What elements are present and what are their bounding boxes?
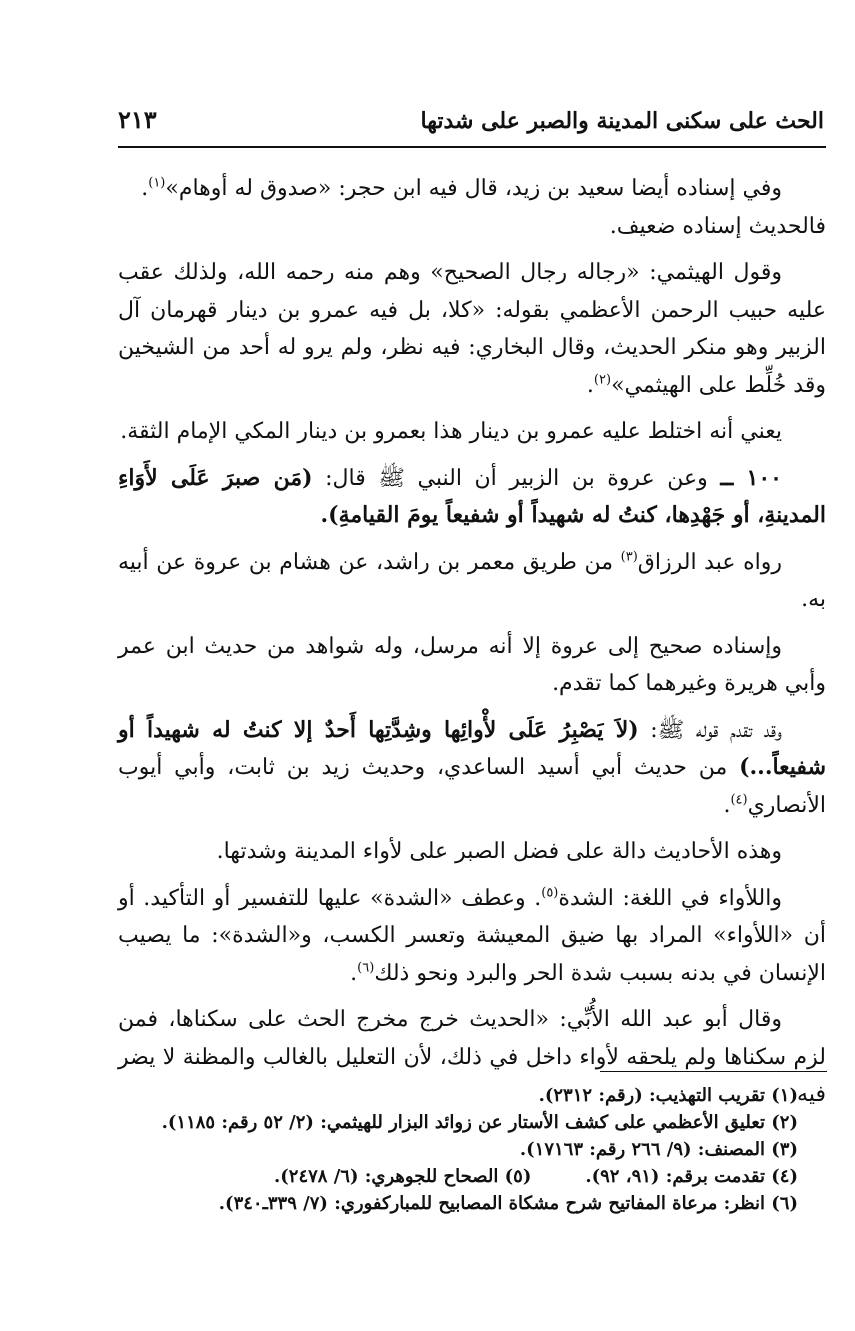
paragraph-9-end: . — [350, 960, 358, 986]
footnote-4: (٤) تقدمت برقم: (٩١، ٩٢). — [585, 1166, 798, 1187]
paragraph-1 — [118, 170, 826, 245]
hadith-paragraph — [118, 460, 826, 535]
paragraph-7-rest: من حديث أبي أسيد الساعدي، وحديث زيد بن ثابت، وأبي أيوب الأنصاري — [118, 755, 826, 818]
paragraph-1-end: . — [141, 176, 149, 201]
footnote-ref-1: (١) — [148, 175, 166, 191]
hadith-number: ١٠٠ ــ — [720, 464, 782, 491]
paragraph-1-line-1: وفي إسناده أيضا سعيد بن زيد، قال فيه ابن حجر: «صدوق له أوهام» — [165, 176, 782, 201]
paragraph-9 — [118, 880, 826, 993]
paragraph-2-text: وقول الهيثمي: «رجاله رجال الصحيح» وهم منه رحمه الله، ولذلك عقب عليه حبيب الرحمن الأعظمي بقوله: «كلا، بل فيه عمرو بن دينار قهرمان آل الزبير وهو منكر الحديث، وقال البخاري: فيه نظر، ولم يرو له أحد من الشيخين وقد خُلِّط على الهيثمي» — [118, 260, 826, 398]
footnote-3: (٣) المصنف: (٩/ ٢٦٦ رقم: ١٧١٦٣). — [519, 1139, 798, 1160]
footnote-ref-3: (٣) — [620, 549, 638, 565]
paragraph-7-quote: (لاَ يَصْبِرُ عَلَى لأْوائِها وشِدَّتِها أَحدٌ إلا كنتُ له شهيداً أو شفيعاً...) — [118, 716, 826, 780]
footnote-ref-2: (٢) — [593, 372, 612, 388]
hadith-intro: وعن عروة بن الزبير أن النبي ﷺ قال: — [325, 465, 708, 491]
paragraph-5-rest: من طريق معمر بن راشد، عن هشام بن عروة عن أبيه به. — [118, 549, 826, 612]
footnote-pair-4-5 — [110, 1163, 822, 1190]
main-text — [118, 170, 826, 1123]
footnote-ref-5: (٥) — [541, 885, 559, 901]
paragraph-2-end: . — [586, 372, 594, 398]
paragraph-5 — [118, 544, 826, 619]
footnote-2: (٢) تعليق الأعظمي على كشف الأستار عن زوائد البزار للهيثمي: (٢/ ٥٢ رقم: ١١٨٥). — [161, 1112, 798, 1133]
paragraph-8-text: وهذه الأحاديث دالة على فضل الصبر على لأواء المدينة وشدتها. — [216, 839, 782, 864]
paragraph-7-end: . — [723, 792, 731, 818]
paragraph-3 — [118, 413, 826, 451]
paragraph-10-text: وقال أبو عبد الله الأُبِّي: «الحديث خرج مخرج الحث على سكناها، فمن لزم سكناها ولم يلحقه لأواء داخل في ذلك، لأن التعليل بالغالب والمظنة لا يضر فيه — [118, 1007, 826, 1107]
footnote-ref-6: (٦) — [357, 960, 375, 976]
paragraph-1-line-2: فالحديث إسناده ضعيف. — [609, 213, 826, 239]
hadith-text: (مَن صبرَ عَلَى لأَوَاءِ المدينةِ، أو جَهْدِها، كنتُ له شهيداً أو شفيعاً يومَ القيامةِ). — [118, 464, 826, 528]
footnote-rule — [600, 1071, 827, 1072]
page-header — [118, 94, 824, 134]
paragraph-9-rest: . وعطف «الشدة» عليها للتفسير أو التأكيد. أو أن «اللأواء» المراد بها ضيق المعيشة وتعسر الكسب، و«الشدة»: ما يصيب الإنسان في بدنه بسبب شدة الحر والبرد ونحو ذلك — [118, 885, 826, 986]
paragraph-7 — [118, 712, 826, 825]
paragraph-6-text: وإسناده صحيح إلى عروة إلا أنه مرسل، وله شواهد من حديث ابن عمر وأبي هريرة وغيرهما كما تقدم. — [118, 633, 826, 696]
paragraph-2 — [118, 254, 826, 404]
footnote-ref-4: (٤) — [730, 792, 748, 808]
footnotes — [110, 1082, 822, 1217]
paragraph-6 — [118, 628, 826, 703]
footnote-1: (١) تقريب التهذيب: (رقم: ٢٣١٢). — [538, 1085, 798, 1106]
paragraph-8 — [118, 833, 826, 871]
paragraph-3-text: يعني أنه اختلط عليه عمرو بن دينار هذا بعمرو بن دينار المكي الإمام الثقة. — [120, 419, 782, 444]
paragraph-9-text: واللأواء في اللغة: الشدة — [558, 885, 782, 911]
footnote-6: (٦) انظر: مرعاة المفاتيح شرح مشكاة المصابيح للمباركفوري: (٧/ ٣٣٩ـ٣٤٠). — [218, 1193, 798, 1214]
paragraph-5-text: رواه عبد الرزاق — [637, 549, 782, 575]
page-number: ٢١٣ — [118, 105, 157, 134]
header-rule — [118, 146, 826, 148]
paragraph-7-intro: وقد تقدم قوله ﷺ: — [650, 717, 783, 743]
running-title: الحث على سكنى المدينة والصبر على شدتها — [420, 108, 824, 134]
footnote-5: (٥) الصحاح للجوهري: (٦/ ٢٤٧٨). — [273, 1166, 532, 1187]
